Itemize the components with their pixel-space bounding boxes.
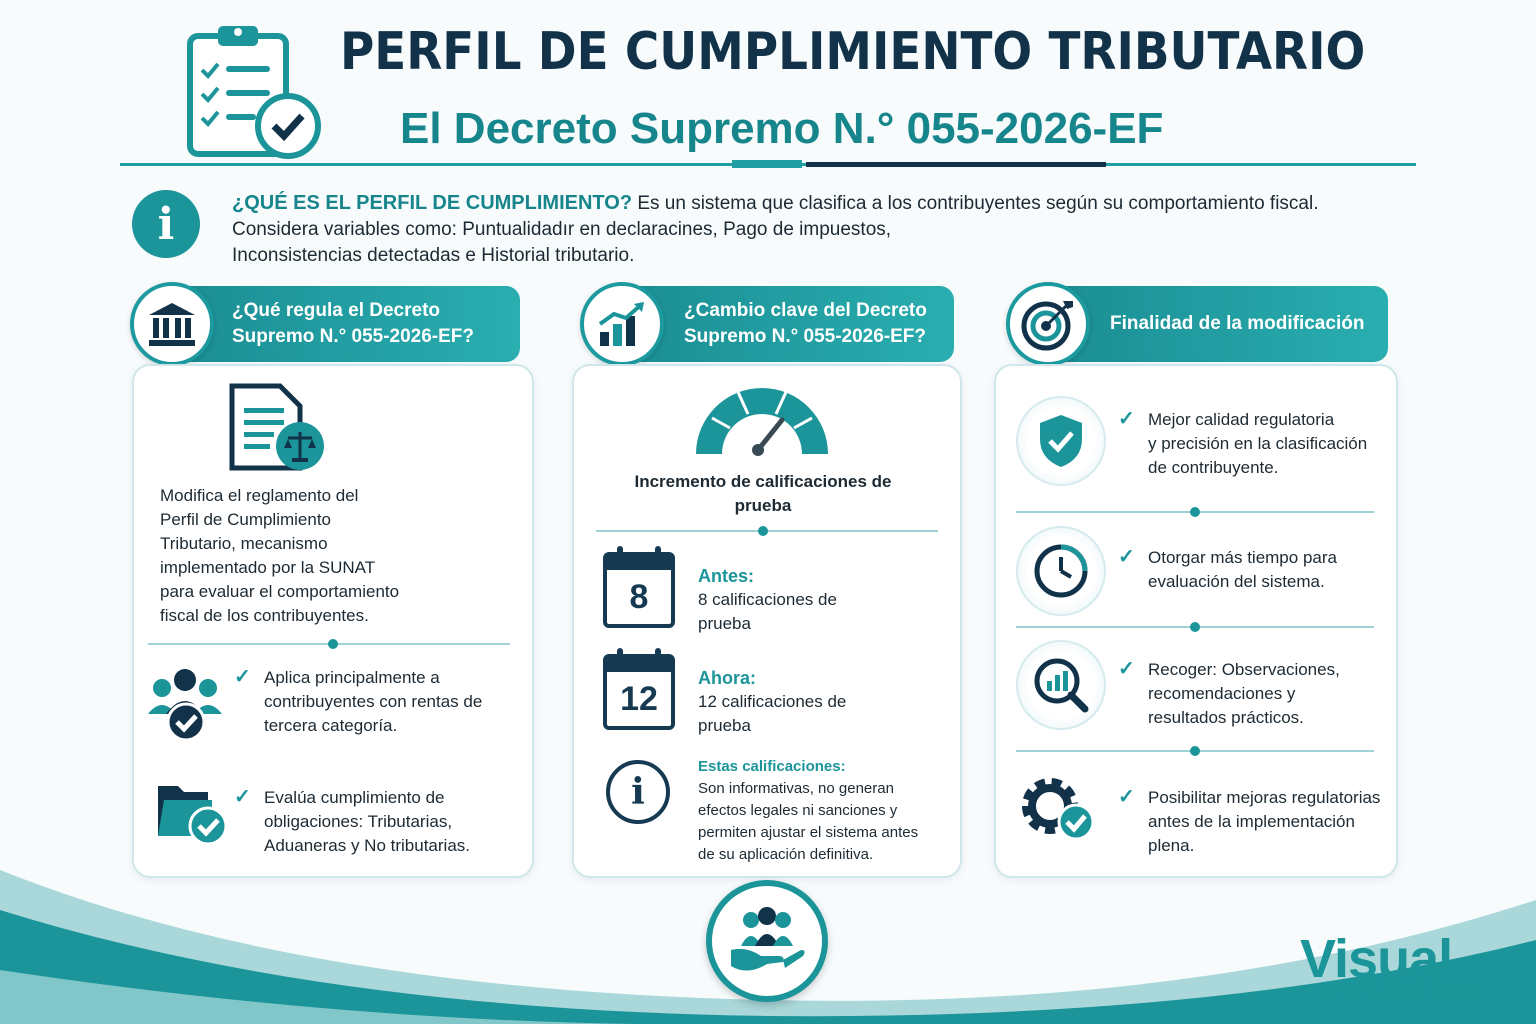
calendar-number: 8 [629, 578, 649, 616]
item-line: Otorgar más tiempo para [1148, 548, 1337, 567]
desc-line: Tributario, mecanismo [160, 534, 328, 553]
note-block [698, 756, 948, 866]
section-header-line: ¿Qué regula el Decreto [232, 300, 441, 321]
finalidad-item-3 [1148, 658, 1388, 730]
item-line: antes de la implementación [1148, 812, 1355, 831]
divider-dot [1190, 507, 1200, 517]
item-line: y precisión en la clasificación [1148, 434, 1368, 453]
check-icon: ✓ [234, 666, 251, 688]
page-title: PERFIL DE CUMPLIMIENTO TRIBUTARIO [340, 22, 1366, 82]
now-block [698, 666, 918, 738]
regula-description [160, 484, 460, 628]
note-text: permiten ajustar el sistema antes [698, 824, 919, 841]
folder-check-icon [154, 778, 230, 848]
item-line: Aplica principalmente a [264, 668, 440, 687]
gauge-icon [690, 378, 834, 458]
now-text: 12 calificaciones de [698, 692, 847, 711]
courthouse-icon [130, 282, 214, 366]
now-title: Ahora: [698, 668, 756, 688]
item-line: obligaciones: Tributarias, [264, 812, 453, 831]
desc-line: para evaluar el comportamiento [160, 582, 400, 601]
item-line: Recoger: Observaciones, [1148, 660, 1340, 679]
before-title: Antes: [698, 566, 755, 586]
check-icon: ✓ [1118, 658, 1135, 680]
section-header-finalidad [1046, 286, 1388, 362]
desc-line: Modifica el reglamento del [160, 486, 359, 505]
item-line: Posibilitar mejoras regulatorias [1148, 788, 1381, 807]
section-header-line: ¿Cambio clave del Decreto [684, 300, 927, 321]
gauge-label-line: prueba [734, 496, 792, 515]
item-line: plena. [1148, 836, 1195, 855]
check-icon: ✓ [1118, 408, 1135, 430]
taxpayers-group-icon [146, 666, 226, 742]
item-line: Evalúa cumplimiento de [264, 788, 445, 807]
hand-people-icon [706, 880, 828, 1002]
header-divider-dark [806, 162, 1106, 167]
desc-line: implementado por la SUNAT [160, 558, 376, 577]
magnifier-chart-icon [1016, 640, 1106, 730]
before-block [698, 564, 918, 636]
divider-dot [758, 526, 768, 536]
intro-line-3: Inconsistencias detectadas e Historial tributario. [232, 245, 635, 266]
target-icon [1006, 282, 1090, 366]
shield-check-icon [1016, 396, 1106, 486]
section-header-regula [170, 286, 520, 362]
section-header-cambio [618, 286, 954, 362]
item-line: tercera categoría. [264, 716, 398, 735]
before-text: prueba [698, 614, 751, 633]
now-text: prueba [698, 716, 751, 735]
clipboard-check-icon [184, 22, 324, 162]
check-icon: ✓ [1118, 786, 1135, 808]
section-header-line: Supremo N.° 055-2026-EF? [232, 326, 475, 347]
info-icon: i [132, 190, 200, 258]
calendar-icon [603, 552, 675, 628]
divider-dot [328, 639, 338, 649]
regula-item-evalua [264, 786, 524, 858]
section-header-line: Supremo N.° 055-2026-EF? [684, 326, 927, 347]
intro-line-2: Considera variables como: Puntualidadır en declaracines, Pago de impuestos, [232, 219, 892, 240]
note-text: de su aplicación definitiva. [698, 846, 874, 863]
item-line: Mejor calidad regulatoria [1148, 410, 1335, 429]
gear-check-icon [1014, 772, 1104, 844]
page-subtitle: El Decreto Supremo N.° 055-2026-EF [400, 104, 1164, 153]
note-text: efectos legales ni sanciones y [698, 802, 898, 819]
calendar-icon [603, 654, 675, 730]
header-divider-accent [732, 160, 802, 168]
clock-icon [1016, 526, 1106, 616]
finalidad-item-2 [1148, 546, 1388, 594]
finalidad-item-4 [1148, 786, 1398, 858]
calendar-number: 12 [620, 680, 658, 718]
check-icon: ✓ [234, 786, 251, 808]
desc-line: Perfil de Cumplimiento [160, 510, 332, 529]
gauge-label-line: Incremento de calificaciones de [634, 472, 892, 491]
item-line: de contribuyente. [1148, 458, 1279, 477]
divider-dot [1190, 746, 1200, 756]
before-text: 8 calificaciones de [698, 590, 837, 609]
note-title: Estas calificaciones: [698, 758, 846, 775]
intro-lead: ¿QUÉ ES EL PERFIL DE CUMPLIMIENTO? [232, 192, 633, 214]
desc-line: fiscal de los contribuyentes. [160, 606, 369, 625]
item-line: evaluación del sistema. [1148, 572, 1325, 591]
brand-logo: Visual [1300, 929, 1453, 989]
note-text: Son informativas, no generan [698, 780, 894, 797]
regula-item-aplica [264, 666, 524, 738]
legal-document-icon [228, 382, 328, 474]
intro-line-1: Es un sistema que clasifica a los contribuyentes según su comportamiento fiscal. [632, 193, 1319, 214]
info-outline-icon: i [606, 760, 670, 824]
intro-text [232, 190, 1432, 269]
finalidad-item-1 [1148, 408, 1388, 480]
brand-tagline: ERP que transforma tu negocio [1316, 986, 1481, 998]
growth-chart-icon [580, 282, 664, 366]
item-line: recomendaciones y [1148, 684, 1296, 703]
item-line: contribuyentes con rentas de [264, 692, 483, 711]
gauge-label [600, 470, 926, 518]
check-icon: ✓ [1118, 546, 1135, 568]
section-header-line: Finalidad de la modificación [1110, 313, 1365, 334]
item-line: Aduaneras y No tributarias. [264, 836, 470, 855]
divider-dot [1190, 622, 1200, 632]
item-line: resultados prácticos. [1148, 708, 1304, 727]
